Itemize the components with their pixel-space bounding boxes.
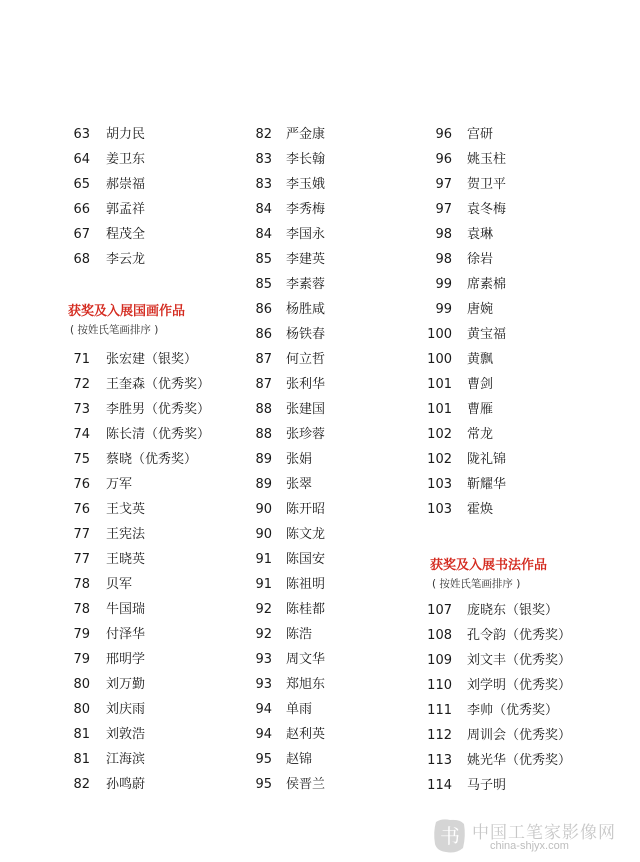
entry-name: 王奎森（优秀奖） bbox=[106, 377, 211, 392]
entry-name: 刘学明（优秀奖） bbox=[467, 678, 572, 693]
list-item bbox=[244, 774, 444, 796]
entry-name: 周文华 bbox=[286, 652, 326, 667]
entry-name: 庞晓东（银奖） bbox=[467, 603, 559, 618]
entry-number: 96 bbox=[435, 127, 452, 142]
list-item bbox=[60, 699, 260, 721]
entry-number: 103 bbox=[427, 477, 452, 492]
list-item bbox=[244, 549, 444, 571]
list-item bbox=[420, 374, 620, 396]
entry-name: 李长翰 bbox=[286, 152, 326, 167]
list-item bbox=[244, 124, 444, 146]
list-item bbox=[60, 624, 260, 646]
seal-icon bbox=[432, 816, 468, 856]
entry-number: 74 bbox=[73, 427, 90, 442]
entry-name: 黄宝福 bbox=[467, 327, 507, 342]
list-item bbox=[244, 224, 444, 246]
list-item bbox=[60, 724, 260, 746]
entry-number: 73 bbox=[73, 402, 90, 417]
list-item bbox=[244, 374, 444, 396]
entry-number: 113 bbox=[427, 753, 452, 768]
list-item bbox=[244, 599, 444, 621]
entry-name: 侯晋兰 bbox=[286, 777, 326, 792]
section-heading: 获奖及入展国画作品 bbox=[68, 304, 186, 319]
entry-name: 邢明学 bbox=[106, 652, 146, 667]
entry-number: 101 bbox=[427, 402, 452, 417]
list-item bbox=[60, 149, 260, 171]
list-item bbox=[60, 424, 260, 446]
entry-name: 郭孟祥 bbox=[106, 202, 146, 217]
entry-name: 王戈英 bbox=[106, 502, 146, 517]
entry-name: 刘庆雨 bbox=[106, 702, 146, 717]
entry-number: 111 bbox=[427, 703, 452, 718]
entry-name: 张宏建（银奖） bbox=[106, 352, 198, 367]
list-item bbox=[244, 349, 444, 371]
list-item bbox=[420, 174, 620, 196]
list-item bbox=[244, 474, 444, 496]
sort-note: ( 按姓氏笔画排序 ) bbox=[432, 578, 521, 590]
watermark-title: 中国工笔家影像网 bbox=[472, 823, 616, 843]
list-item bbox=[60, 524, 260, 546]
entry-name: 李帅（优秀奖） bbox=[467, 703, 559, 718]
entry-number: 75 bbox=[73, 452, 90, 467]
list-item bbox=[244, 149, 444, 171]
entry-name: 袁琳 bbox=[467, 227, 494, 242]
entry-number: 102 bbox=[427, 427, 452, 442]
entry-number: 67 bbox=[73, 227, 90, 242]
entry-name: 孔令韵（优秀奖） bbox=[467, 628, 572, 643]
entry-number: 76 bbox=[73, 502, 90, 517]
entry-name: 马子明 bbox=[467, 778, 507, 793]
list-item bbox=[60, 399, 260, 421]
entry-number: 76 bbox=[73, 477, 90, 492]
entry-name: 李国永 bbox=[286, 227, 326, 242]
entry-name: 王宪法 bbox=[106, 527, 146, 542]
entry-number: 85 bbox=[255, 277, 272, 292]
entry-number: 93 bbox=[255, 652, 272, 667]
entry-name: 张建国 bbox=[286, 402, 326, 417]
list-item bbox=[60, 199, 260, 221]
entry-name: 赵利英 bbox=[286, 727, 326, 742]
entry-number: 88 bbox=[255, 402, 272, 417]
list-item bbox=[420, 324, 620, 346]
entry-number: 110 bbox=[427, 678, 452, 693]
entry-number: 82 bbox=[255, 127, 272, 142]
entry-name: 刘文丰（优秀奖） bbox=[467, 653, 572, 668]
entry-number: 100 bbox=[427, 327, 452, 342]
entry-number: 92 bbox=[255, 627, 272, 642]
entry-name: 袁冬梅 bbox=[467, 202, 507, 217]
entry-number: 98 bbox=[435, 252, 452, 267]
entry-name: 周训会（优秀奖） bbox=[467, 728, 572, 743]
list-item bbox=[244, 324, 444, 346]
entry-name: 李云龙 bbox=[106, 252, 146, 267]
entry-number: 98 bbox=[435, 227, 452, 242]
entry-name: 宫研 bbox=[467, 127, 494, 142]
entry-name: 姚玉柱 bbox=[467, 152, 507, 167]
entry-number: 95 bbox=[255, 777, 272, 792]
entry-name: 江海滨 bbox=[106, 752, 146, 767]
entry-name: 刘万勤 bbox=[106, 677, 146, 692]
entry-name: 杨胜咸 bbox=[286, 302, 326, 317]
entry-name: 霍焕 bbox=[467, 502, 494, 517]
entry-name: 陈开昭 bbox=[286, 502, 326, 517]
entry-number: 94 bbox=[255, 702, 272, 717]
list-item bbox=[244, 274, 444, 296]
list-item bbox=[420, 725, 620, 747]
list-item bbox=[244, 399, 444, 421]
entry-name: 蔡晓（优秀奖） bbox=[106, 452, 198, 467]
list-item bbox=[60, 449, 260, 471]
watermark-url: china-shjyx.com bbox=[490, 840, 569, 852]
entry-number: 87 bbox=[255, 377, 272, 392]
entry-number: 77 bbox=[73, 552, 90, 567]
list-item bbox=[420, 650, 620, 672]
entry-name: 孙鸣蔚 bbox=[106, 777, 146, 792]
entry-name: 陈文龙 bbox=[286, 527, 326, 542]
list-item bbox=[420, 149, 620, 171]
list-item bbox=[60, 574, 260, 596]
entry-number: 86 bbox=[255, 302, 272, 317]
list-item bbox=[244, 524, 444, 546]
list-item bbox=[60, 774, 260, 796]
entry-number: 97 bbox=[435, 202, 452, 217]
entry-name: 严金康 bbox=[286, 127, 326, 142]
list-item bbox=[244, 624, 444, 646]
list-item bbox=[420, 775, 620, 797]
entry-number: 109 bbox=[427, 653, 452, 668]
entry-name: 徐岩 bbox=[467, 252, 494, 267]
list-item bbox=[244, 449, 444, 471]
list-item bbox=[60, 474, 260, 496]
list-item bbox=[420, 750, 620, 772]
entry-number: 102 bbox=[427, 452, 452, 467]
svg-text:书: 书 bbox=[440, 824, 460, 848]
entry-number: 72 bbox=[73, 377, 90, 392]
entry-name: 姜卫东 bbox=[106, 152, 146, 167]
entry-number: 78 bbox=[73, 602, 90, 617]
list-item bbox=[60, 124, 260, 146]
list-item bbox=[420, 600, 620, 622]
entry-name: 黄飘 bbox=[467, 352, 494, 367]
list-item bbox=[420, 224, 620, 246]
entry-name: 靳耀华 bbox=[467, 477, 507, 492]
entry-number: 83 bbox=[255, 152, 272, 167]
entry-number: 79 bbox=[73, 627, 90, 642]
list-item bbox=[244, 649, 444, 671]
list-item bbox=[60, 599, 260, 621]
entry-number: 96 bbox=[435, 152, 452, 167]
list-item bbox=[420, 124, 620, 146]
entry-name: 张利华 bbox=[286, 377, 326, 392]
entry-name: 郝崇福 bbox=[106, 177, 146, 192]
entry-number: 95 bbox=[255, 752, 272, 767]
list-item bbox=[420, 499, 620, 521]
entry-name: 胡力民 bbox=[106, 127, 146, 142]
list-item bbox=[420, 349, 620, 371]
entry-name: 陈国安 bbox=[286, 552, 326, 567]
entry-name: 程茂全 bbox=[106, 227, 146, 242]
entry-name: 陇礼锦 bbox=[467, 452, 507, 467]
list-item bbox=[244, 699, 444, 721]
entry-name: 李建英 bbox=[286, 252, 326, 267]
entry-number: 97 bbox=[435, 177, 452, 192]
entry-number: 108 bbox=[427, 628, 452, 643]
list-item bbox=[244, 424, 444, 446]
entry-number: 85 bbox=[255, 252, 272, 267]
entry-number: 66 bbox=[73, 202, 90, 217]
sort-note: ( 按姓氏笔画排序 ) bbox=[70, 324, 159, 336]
entry-number: 80 bbox=[73, 677, 90, 692]
entry-number: 114 bbox=[427, 778, 452, 793]
list-item bbox=[244, 249, 444, 271]
entry-name: 贺卫平 bbox=[467, 177, 507, 192]
entry-name: 牛国瑞 bbox=[106, 602, 146, 617]
list-item bbox=[244, 749, 444, 771]
entry-name: 贝军 bbox=[106, 577, 133, 592]
entry-number: 63 bbox=[73, 127, 90, 142]
entry-number: 80 bbox=[73, 702, 90, 717]
list-item bbox=[60, 224, 260, 246]
entry-number: 78 bbox=[73, 577, 90, 592]
list-item bbox=[244, 174, 444, 196]
entry-number: 90 bbox=[255, 502, 272, 517]
list-item bbox=[420, 675, 620, 697]
list-item bbox=[60, 499, 260, 521]
entry-name: 万军 bbox=[106, 477, 133, 492]
entry-name: 王晓英 bbox=[106, 552, 146, 567]
entry-number: 112 bbox=[427, 728, 452, 743]
entry-number: 101 bbox=[427, 377, 452, 392]
entry-name: 赵锦 bbox=[286, 752, 313, 767]
entry-number: 107 bbox=[427, 603, 452, 618]
list-item bbox=[420, 424, 620, 446]
list-item bbox=[420, 625, 620, 647]
entry-name: 唐婉 bbox=[467, 302, 494, 317]
list-item bbox=[244, 574, 444, 596]
entry-number: 71 bbox=[73, 352, 90, 367]
entry-number: 84 bbox=[255, 202, 272, 217]
entry-number: 81 bbox=[73, 752, 90, 767]
entry-number: 84 bbox=[255, 227, 272, 242]
entry-number: 68 bbox=[73, 252, 90, 267]
list-item bbox=[60, 174, 260, 196]
entry-name: 陈长清（优秀奖） bbox=[106, 427, 211, 442]
list-item bbox=[244, 674, 444, 696]
entry-name: 张娟 bbox=[286, 452, 313, 467]
entry-number: 99 bbox=[435, 277, 452, 292]
entry-name: 陈浩 bbox=[286, 627, 313, 642]
entry-name: 陈桂都 bbox=[286, 602, 326, 617]
list-item bbox=[60, 249, 260, 271]
entry-number: 91 bbox=[255, 577, 272, 592]
entry-number: 79 bbox=[73, 652, 90, 667]
entry-number: 90 bbox=[255, 527, 272, 542]
list-item bbox=[420, 449, 620, 471]
list-item bbox=[420, 474, 620, 496]
list-item bbox=[420, 274, 620, 296]
entry-name: 李玉娥 bbox=[286, 177, 326, 192]
entry-name: 曹雁 bbox=[467, 402, 494, 417]
entry-name: 张珍蓉 bbox=[286, 427, 326, 442]
list-item bbox=[420, 249, 620, 271]
list-item bbox=[60, 349, 260, 371]
list-item bbox=[60, 674, 260, 696]
entry-number: 91 bbox=[255, 552, 272, 567]
entry-number: 86 bbox=[255, 327, 272, 342]
entry-name: 席素棉 bbox=[467, 277, 507, 292]
list-item bbox=[420, 399, 620, 421]
entry-name: 姚光华（优秀奖） bbox=[467, 753, 572, 768]
entry-name: 陈祖明 bbox=[286, 577, 326, 592]
entry-number: 99 bbox=[435, 302, 452, 317]
list-item bbox=[60, 649, 260, 671]
entry-name: 曹剑 bbox=[467, 377, 494, 392]
entry-number: 83 bbox=[255, 177, 272, 192]
entry-number: 65 bbox=[73, 177, 90, 192]
entry-number: 89 bbox=[255, 477, 272, 492]
list-item bbox=[244, 199, 444, 221]
entry-number: 77 bbox=[73, 527, 90, 542]
list-item bbox=[60, 549, 260, 571]
entry-number: 64 bbox=[73, 152, 90, 167]
entry-name: 杨铁春 bbox=[286, 327, 326, 342]
entry-number: 94 bbox=[255, 727, 272, 742]
entry-name: 单雨 bbox=[286, 702, 313, 717]
list-item bbox=[244, 499, 444, 521]
entry-number: 89 bbox=[255, 452, 272, 467]
list-item bbox=[420, 700, 620, 722]
entry-number: 87 bbox=[255, 352, 272, 367]
entry-name: 付泽华 bbox=[106, 627, 146, 642]
list-item bbox=[244, 724, 444, 746]
list-item bbox=[60, 374, 260, 396]
list-item bbox=[420, 299, 620, 321]
entry-name: 刘敦浩 bbox=[106, 727, 146, 742]
section-heading: 获奖及入展书法作品 bbox=[430, 558, 548, 573]
entry-name: 李秀梅 bbox=[286, 202, 326, 217]
entry-number: 81 bbox=[73, 727, 90, 742]
entry-number: 88 bbox=[255, 427, 272, 442]
entry-name: 郑旭东 bbox=[286, 677, 326, 692]
entry-number: 100 bbox=[427, 352, 452, 367]
entry-number: 82 bbox=[73, 777, 90, 792]
list-item bbox=[60, 749, 260, 771]
entry-name: 李胜男（优秀奖） bbox=[106, 402, 211, 417]
list-item bbox=[244, 299, 444, 321]
site-watermark bbox=[432, 816, 632, 858]
list-item bbox=[420, 199, 620, 221]
entry-number: 103 bbox=[427, 502, 452, 517]
entry-name: 张翠 bbox=[286, 477, 313, 492]
entry-number: 92 bbox=[255, 602, 272, 617]
entry-number: 93 bbox=[255, 677, 272, 692]
entry-name: 何立哲 bbox=[286, 352, 326, 367]
entry-name: 常龙 bbox=[467, 427, 494, 442]
entry-name: 李素蓉 bbox=[286, 277, 326, 292]
